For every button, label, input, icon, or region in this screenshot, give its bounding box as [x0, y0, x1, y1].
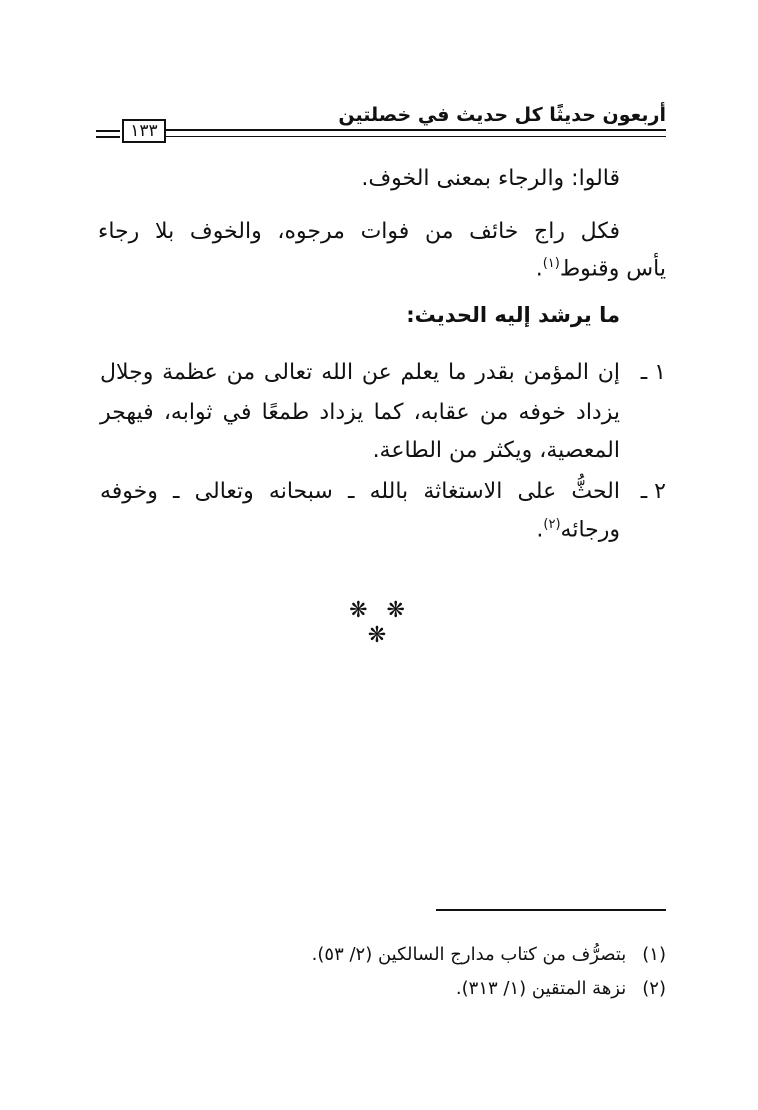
list-item-text: ورجائه — [560, 517, 620, 543]
list-item-line — [536, 517, 620, 542]
list-item-line: يزداد خوفه من عقابه، كما يزداد طمعًا في ثوابه، فيهجر — [100, 400, 620, 425]
section-heading: ما يرشد إليه الحديث: — [406, 303, 620, 327]
footnote-rule — [436, 909, 666, 911]
footnote-number: (١) — [642, 944, 666, 965]
footnote-text: بتصرُّف من كتاب مدارج السالكين (٢/ ٥٣). — [311, 944, 627, 965]
paragraph-text: يأس وقنوط — [559, 256, 666, 282]
header-left-rule — [96, 130, 120, 138]
footnote-number: (٢) — [642, 978, 666, 999]
paragraph-line — [536, 256, 666, 281]
footnote — [456, 978, 666, 999]
list-item-line: الحثُّ على الاستغاثة بالله ـ سبحانه وتعالى ـ وخوفه — [100, 479, 620, 504]
footnote-ref: (١) — [542, 256, 560, 271]
footnote — [312, 944, 666, 965]
header-rule — [165, 129, 666, 137]
list-item-end: . — [536, 517, 544, 543]
list-marker: ٢ ـ — [640, 479, 666, 504]
paragraph-end: . — [535, 256, 543, 282]
footnote-ref: (٢) — [543, 517, 561, 532]
section-separator: ❋ ❋ ❋ — [349, 598, 411, 648]
footnote-text: نزهة المتقين (١/ ٣١٣). — [455, 978, 627, 999]
list-item-line: إن المؤمن بقدر ما يعلم عن الله تعالى من عظمة وجلال — [100, 360, 620, 385]
paragraph-line: فكل راج خائف من فوات مرجوه، والخوف بلا رجاء — [98, 219, 620, 244]
page-number: ١٣٣ — [122, 119, 166, 143]
list-marker: ١ ـ — [640, 360, 666, 385]
running-header-title: أربعون حديثًا كل حديث في خصلتين — [338, 104, 666, 126]
paragraph-line: قالوا: والرجاء بمعنى الخوف. — [361, 166, 620, 191]
list-item-line: المعصية، ويكثر من الطاعة. — [372, 438, 620, 463]
